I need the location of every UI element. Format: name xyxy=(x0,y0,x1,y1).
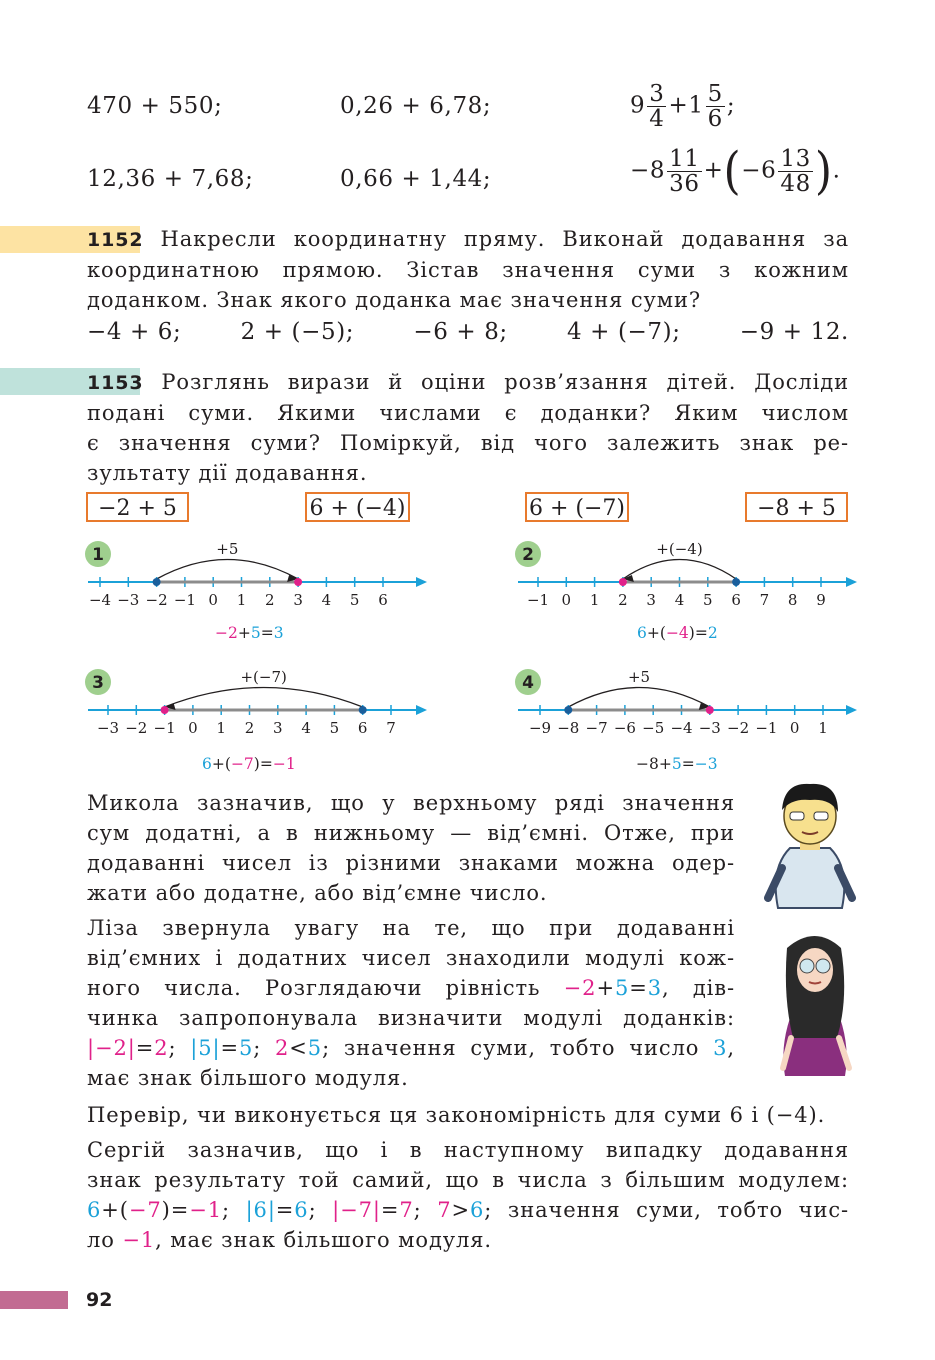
page-number-bar xyxy=(0,1291,68,1309)
expression-box: −8 + 5 xyxy=(745,492,848,522)
tick-label: −2 xyxy=(145,591,168,609)
tick-label: −8 xyxy=(557,719,580,737)
tick-label: −1 xyxy=(755,719,778,737)
start-point xyxy=(153,578,161,586)
tick-label: 6 xyxy=(357,719,368,737)
start-point xyxy=(359,706,367,714)
tick-label: 3 xyxy=(293,591,303,609)
liza-paragraph: Ліза звернула увагу на те, що при додаванні від’ємних і додатних чисел знаходили модулі кож- ного числа. Розглядаючи рівність −2+5=3, дів- чинка запропонувала визначити модулі доданків: |−2|=2; |5|=5; 2<5; значення суми, тобто число 3, має знак більшого модуля. xyxy=(87,916,735,1090)
axis-arrowhead xyxy=(846,705,857,715)
tick-label: 0 xyxy=(188,719,198,737)
task-number: 1153 xyxy=(87,372,144,394)
number-line-2 xyxy=(512,540,862,620)
tick-label: −3 xyxy=(117,591,140,609)
arc-label: +5 xyxy=(216,540,239,558)
expr-1-1: 470 + 550; xyxy=(87,93,223,119)
fraction-4: $\frac{13}{48}$ xyxy=(780,145,811,197)
jump-arc xyxy=(623,560,736,580)
step-badge-label: 1 xyxy=(92,545,104,565)
tick-label: −2 xyxy=(727,719,750,737)
arc-label: +5 xyxy=(627,668,651,686)
expr-2-3: −8 $\frac{11}{36}$ +(−6 $\frac{13}{48}$ ). xyxy=(630,142,841,201)
tick-label: −4 xyxy=(670,719,693,737)
task-1152-expressions: −4 + 6; 2 + (−5); −6 + 8; 4 + (−7); −9 + 12. xyxy=(87,319,849,345)
task-1153-text: 1153 Розглянь вирази й оціни розв’язання дітей. Досліди подані суми. Якими числами є доданки? Яким числом є значення суми? Поміркуй, від чого залежить знак ре- зультату дії додавання. xyxy=(87,370,850,485)
tick-label: 6 xyxy=(731,591,741,609)
tick-label: 3 xyxy=(273,719,283,737)
step-badge-label: 3 xyxy=(92,673,104,693)
task-1152-text: 1152 Накресли координатну пряму. Виконай додавання за координатною прямою. Зістав значення суми з кожним доданком. Знак якого доданка має значення суми? xyxy=(87,227,849,312)
tick-label: −2 xyxy=(125,719,148,737)
tick-label: 4 xyxy=(301,719,311,737)
expr-1-2: 0,26 + 6,78; xyxy=(340,93,492,119)
jump-arc xyxy=(157,560,299,580)
equation-1: −2+5=3 xyxy=(215,624,284,642)
tick-label: 7 xyxy=(759,591,770,609)
tick-label: −6 xyxy=(613,719,636,737)
arc-label: +(−7) xyxy=(240,668,287,686)
tick-label: 1 xyxy=(236,591,247,609)
number-line-3 xyxy=(82,668,432,748)
start-point xyxy=(732,578,740,586)
number-line-1 xyxy=(82,540,432,620)
check-line: Перевір, чи виконується ця закономірність для суми 6 і (−4). xyxy=(87,1103,826,1127)
expr-1-3: 9 $\frac{3}{4}$ +1 $\frac{5}{6}$ ; xyxy=(630,81,736,133)
page-number: 92 xyxy=(86,1289,113,1311)
end-point xyxy=(294,578,302,586)
expression-box: −2 + 5 xyxy=(86,492,189,522)
axis-arrowhead xyxy=(846,577,857,587)
tick-label: 5 xyxy=(329,719,340,737)
tick-label: −1 xyxy=(173,591,196,609)
arc-label: +(−4) xyxy=(656,540,703,558)
expr-2-1: 12,36 + 7,68; xyxy=(87,166,254,192)
tick-label: 0 xyxy=(208,591,218,609)
tick-label: 5 xyxy=(703,591,713,609)
expr-2-2: 0,66 + 1,44; xyxy=(340,166,492,192)
tick-label: −1 xyxy=(526,591,550,609)
boy-illustration xyxy=(760,778,860,926)
tick-label: 3 xyxy=(646,591,656,609)
tick-label: 7 xyxy=(386,719,396,737)
tick-label: 9 xyxy=(816,591,826,609)
tick-label: 2 xyxy=(265,591,275,609)
jump-arc xyxy=(568,688,710,708)
tick-label: −7 xyxy=(585,719,608,737)
equation-4: −8+5=−3 xyxy=(636,755,718,773)
start-point xyxy=(564,706,572,714)
axis-arrowhead xyxy=(416,577,427,587)
equation-3: 6+(−7)=−1 xyxy=(202,755,296,773)
fraction-1: $\frac{3}{4}$ xyxy=(649,81,665,133)
tick-label: 1 xyxy=(216,719,226,737)
tick-label: −1 xyxy=(153,719,176,737)
tick-label: 1 xyxy=(589,591,600,609)
tick-label: −3 xyxy=(698,719,721,737)
tick-label: 0 xyxy=(789,719,800,737)
tick-label: 2 xyxy=(244,719,255,737)
end-point xyxy=(619,578,627,586)
tick-label: −9 xyxy=(528,719,552,737)
tick-label: 4 xyxy=(321,591,332,609)
end-point xyxy=(706,706,714,714)
tick-label: −3 xyxy=(96,719,120,737)
tick-label: 4 xyxy=(674,591,685,609)
end-point xyxy=(161,706,169,714)
expression-box: 6 + (−4) xyxy=(305,492,410,522)
serhii-paragraph: Сергій зазначив, що і в наступному випадку додавання знак результату той самий, що в числа з більшим модулем: 6+(−7)=−1; |6|=6; |−7|=7; 7>6; значення суми, тобто чис- ло −1, має знак більшого модуля. xyxy=(87,1138,850,1252)
tick-label: −5 xyxy=(642,719,665,737)
fraction-2: $\frac{5}{6}$ xyxy=(707,81,723,133)
mykola-paragraph: Микола зазначив, що у верхньому ряді значення сум додатні, а в нижньому — від’ємні. Отже, при додаванні чисел із різними знаками можна одер- жати або додатне, або від’ємне число. xyxy=(87,791,735,905)
number-line-4 xyxy=(512,668,862,748)
girl-illustration xyxy=(765,928,865,1078)
equation-2: 6+(−4)=2 xyxy=(637,624,718,642)
whole-1: 9 xyxy=(630,92,646,119)
tick-label: 6 xyxy=(378,591,388,609)
tick-label: 0 xyxy=(561,591,572,609)
step-badge-label: 4 xyxy=(522,673,534,693)
expression-box: 6 + (−7) xyxy=(525,492,629,522)
tick-label: 1 xyxy=(818,719,828,737)
tick-label: 2 xyxy=(618,591,628,609)
tick-label: −4 xyxy=(88,591,112,609)
task-number: 1152 xyxy=(87,229,144,251)
tick-label: 8 xyxy=(787,591,798,609)
jump-arc xyxy=(165,688,363,708)
fraction-3: $\frac{11}{36}$ xyxy=(669,145,700,197)
tick-label: 5 xyxy=(349,591,360,609)
step-badge-label: 2 xyxy=(522,545,534,565)
axis-arrowhead xyxy=(416,705,427,715)
